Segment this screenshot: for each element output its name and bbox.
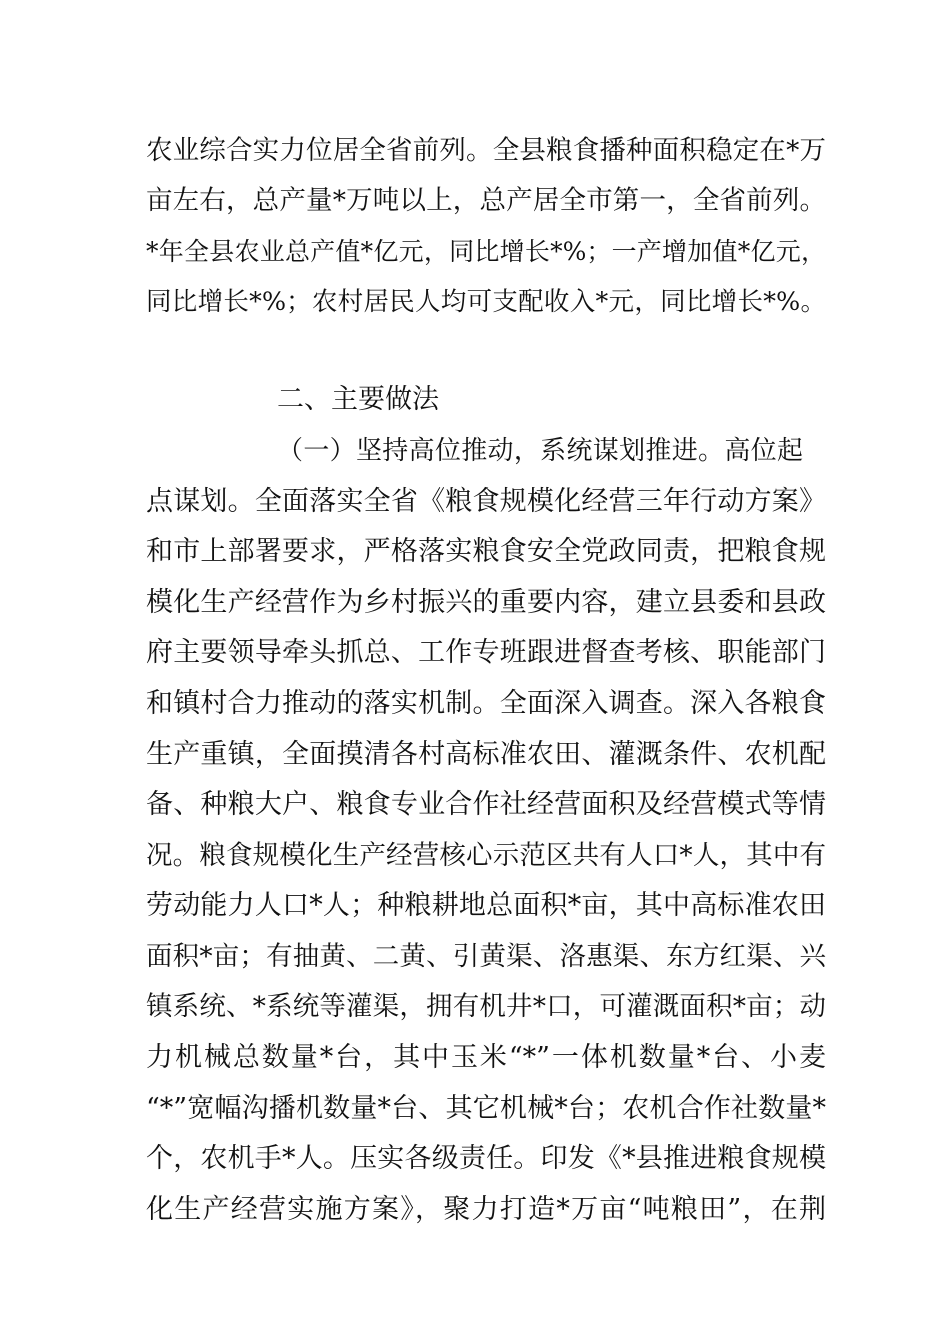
paragraph-line: “*”宽幅沟播机数量*台、其它机械*台；农机合作社数量* bbox=[146, 1093, 826, 1124]
paragraph-line: 和镇村合力推动的落实机制。全面深入调查。深入各粮食 bbox=[146, 688, 826, 719]
paragraph-line: 模化生产经营作为乡村振兴的重要内容，建立县委和县政 bbox=[146, 587, 826, 618]
paragraph-line: 备、种粮大户、粮食专业合作社经营面积及经营模式等情 bbox=[146, 789, 826, 820]
paragraph-line: 个，农机手*人。压实各级责任。印发《*县推进粮食规模 bbox=[146, 1143, 826, 1174]
paragraph-line: 农业综合实力位居全省前列。全县粮食播种面积稳定在*万 bbox=[146, 135, 826, 166]
paragraph-line: 和市上部署要求，严格落实粮食安全党政同责，把粮食规 bbox=[146, 536, 826, 567]
paragraph-line: 府主要领导牵头抓总、工作专班跟进督查考核、职能部门 bbox=[146, 637, 826, 668]
paragraph-line: 力机械总数量*台，其中玉米“*”一体机数量*台、小麦 bbox=[146, 1042, 826, 1073]
paragraph-line: 镇系统、*系统等灌渠，拥有机井*口，可灌溉面积*亩；动 bbox=[146, 991, 826, 1022]
paragraph-line: 亩左右，总产量*万吨以上，总产居全市第一，全省前列。 bbox=[146, 185, 826, 216]
paragraph-line: 化生产经营实施方案》，聚力打造*万亩“吨粮田”，在荆 bbox=[146, 1194, 826, 1225]
paragraph-line: *年全县农业总产值*亿元，同比增长*%；一产增加值*亿元， bbox=[146, 237, 826, 266]
section-heading: 二、主要做法 bbox=[277, 384, 439, 415]
paragraph-line: 同比增长*%；农村居民人均可支配收入*元，同比增长*%。 bbox=[146, 287, 826, 317]
paragraph-first-line: （一）坚持高位推动，系统谋划推进。高位起 bbox=[277, 436, 803, 466]
paragraph-line: 点谋划。全面落实全省《粮食规模化经营三年行动方案》 bbox=[146, 486, 826, 517]
paragraph-line: 面积*亩；有抽黄、二黄、引黄渠、洛惠渠、东方红渠、兴 bbox=[146, 941, 826, 972]
paragraph-line: 劳动能力人口*人；种粮耕地总面积*亩，其中高标准农田 bbox=[146, 890, 826, 921]
paragraph-line: 生产重镇，全面摸清各村高标准农田、灌溉条件、农机配 bbox=[146, 739, 826, 770]
paragraph-line: 况。粮食规模化生产经营核心示范区共有人口*人，其中有 bbox=[146, 840, 826, 871]
